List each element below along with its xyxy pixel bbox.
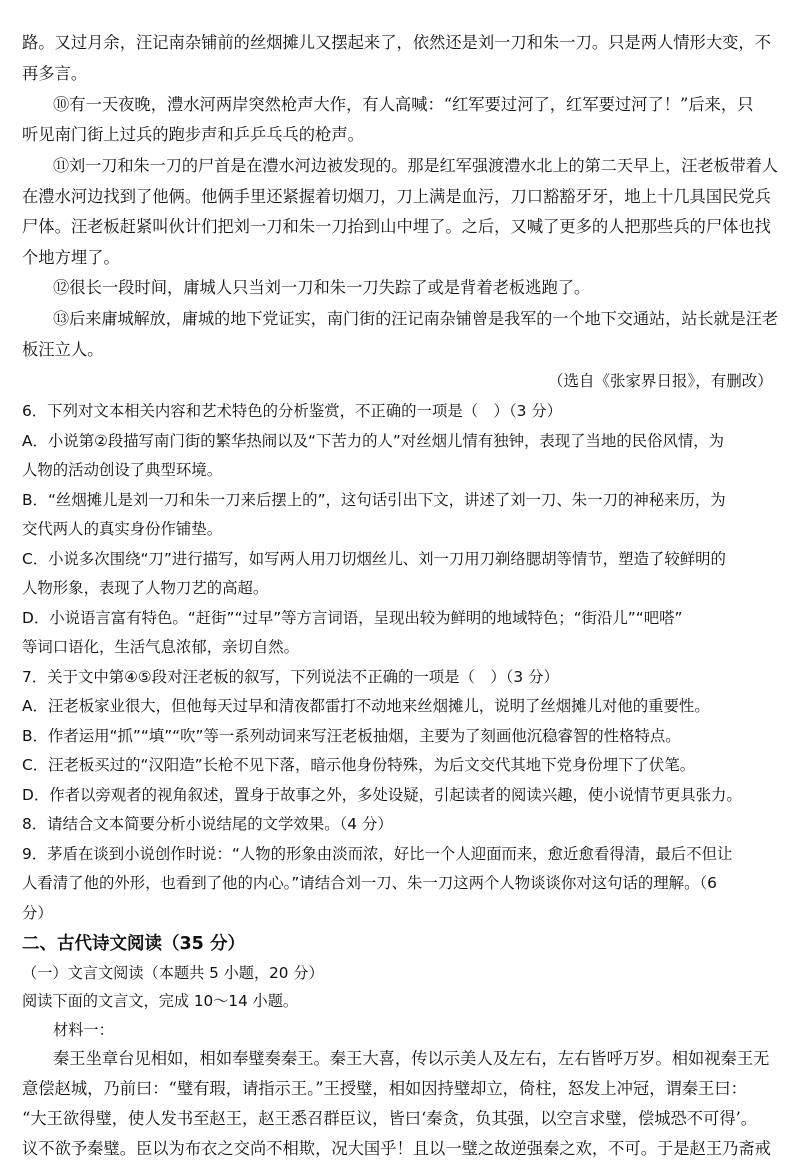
story-line: 路。又过月余，汪记南杂铺前的丝烟摊儿又摆起来了，依然还是刘一刀和朱一刀。只是两人情形大变，不 [22, 33, 771, 52]
question-7-option-d: D．作者以旁观者的视角叙述，置身于故事之外，多处设疑，引起读者的阅读兴趣，使小说情节更具张力。 [22, 786, 742, 804]
question-7-option-a: A．汪老板家业很大，但他每天过早和清夜都雷打不动地来丝烟摊儿，说明了丝烟摊儿对他的重要性。 [22, 697, 710, 715]
question-6-option-c: 人物形象，表现了人物刀艺的高超。 [22, 579, 269, 597]
question-6-option-b: B．“丝烟摊儿是刘一刀和朱一刀来后摆上的”，这句话引出下文，讲述了刘一刀、朱一刀的神秘来历，为 [22, 491, 726, 509]
story-line: 板汪立人。 [22, 340, 104, 359]
story-line: ⑫很长一段时间，庸城人只当刘一刀和朱一刀失踪了或是背着老板逃跑了。 [53, 278, 591, 297]
question-6-option-a: 人物的活动创设了典型环境。 [22, 461, 223, 479]
classical-passage-line: 议不欲予秦璧。臣以为布衣之交尚不相欺，况大国乎！且以一璧之故逆强秦之欢，不可。于是赵王乃斋戒 [22, 1139, 771, 1158]
question-7-option-b: B．作者运用“抓”“填”“吹”等一系列动词来写汪老板抽烟，主要为了刻画他沉稳睿智的性格特点。 [22, 727, 681, 745]
classical-passage-line: 秦王坐章台见相如，相如奉璧奏秦王。秦王大喜，传以示美人及左右，左右皆呼万岁。相如视秦王无 [53, 1049, 770, 1068]
question-6-option-d: 等词口语化，生活气息浓郁，亲切自然。 [22, 638, 300, 656]
question-9: 人看清了他的外形，也看到了他的内心。”请结合刘一刀、朱一刀这两个人物谈谈你对这句话的理解。（6 [22, 874, 717, 892]
question-8: 8．请结合文本简要分析小说结尾的文学效果。（4 分） [22, 815, 393, 833]
story-line: 听见南门街上过兵的跑步声和乒乒乓乓的枪声。 [22, 125, 364, 144]
question-6-option-c: C．小说多次围绕“刀”进行描写，如写两人用刀切烟丝儿、刘一刀用刀剃络腮胡等情节，塑造了较鲜明的 [22, 550, 726, 568]
story-line: 尸体。汪老板赶紧叫伙计们把刘一刀和朱一刀抬到山中埋了。之后，又喊了更多的人把那些兵的尸体也找 [22, 217, 771, 236]
classical-passage-line: “大王欲得璧，使人发书至赵王，赵王悉召群臣议，皆曰‘秦贪，负其强，以空言求璧，偿城恐不可得’。 [22, 1109, 758, 1128]
story-line: ⑩有一天夜晚，澧水河两岸突然枪声大作，有人高喊：“红军要过河了，红军要过河了！”后来，只 [53, 95, 754, 114]
story-line: ⑪刘一刀和朱一刀的尸首是在澧水河边被发现的。那是红军强渡澧水北上的第二天早上，汪老板带着人 [53, 156, 778, 175]
story-line: 在澧水河边找到了他俩。他俩手里还紧握着切烟刀，刀上满是血污，刀口豁豁牙牙，地上十几具国民党兵 [22, 187, 771, 206]
section-heading: 二、古代诗文阅读（35 分） [22, 934, 245, 954]
question-9: 分） [22, 904, 53, 922]
reading-instruction: 阅读下面的文言文，完成 10～14 小题。 [22, 992, 299, 1010]
material-label: 材料一： [53, 1021, 114, 1039]
question-7-option-c: C．汪老板买过的“汉阳造”长枪不见下落，暗示他身份特殊，为后文交代其地下党身份埋下了伏笔。 [22, 756, 696, 774]
story-line: 个地方埋了。 [22, 248, 120, 267]
classical-passage-line: 意偿赵城，乃前曰：“璧有瑕，请指示王。”王授璧，相如因持璧却立，倚柱，怒发上冲冠，谓秦王曰： [22, 1079, 747, 1098]
story-line: 再多言。 [22, 64, 88, 83]
question-9: 9．茅盾在谈到小说创作时说：“人物的形象由淡而浓，好比一个人迎面而来，愈近愈看得清，最后不但让 [22, 845, 733, 863]
story-line: ⑬后来庸城解放，庸城的地下党证实，南门街的汪记南杂铺曾是我军的一个地下交通站，站长就是汪老 [53, 309, 778, 328]
question-6-option-a: A．小说第②段描写南门街的繁华热闹以及“下苦力的人”对丝烟儿情有独钟，表现了当地的民俗风情，为 [22, 432, 725, 450]
source-note: （选自《张家界日报》，有删改） [548, 372, 773, 390]
question-7-stem: 7．关于文中第④⑤段对汪老板的叙写，下列说法不正确的一项是（ ）（3 分） [22, 668, 559, 686]
question-6-option-d: D．小说语言富有特色。“赶街”“过早”等方言词语，呈现出较为鲜明的地域特色；“街沿儿”“吧嗒” [22, 609, 683, 627]
question-6-option-b: 交代两人的真实身份作铺垫。 [22, 520, 223, 538]
subsection-heading: （一）文言文阅读（本题共 5 小题，20 分） [22, 964, 324, 982]
question-6-stem: 6．下列对文本相关内容和艺术特色的分析鉴赏，不正确的一项是（ ）（3 分） [22, 402, 563, 420]
